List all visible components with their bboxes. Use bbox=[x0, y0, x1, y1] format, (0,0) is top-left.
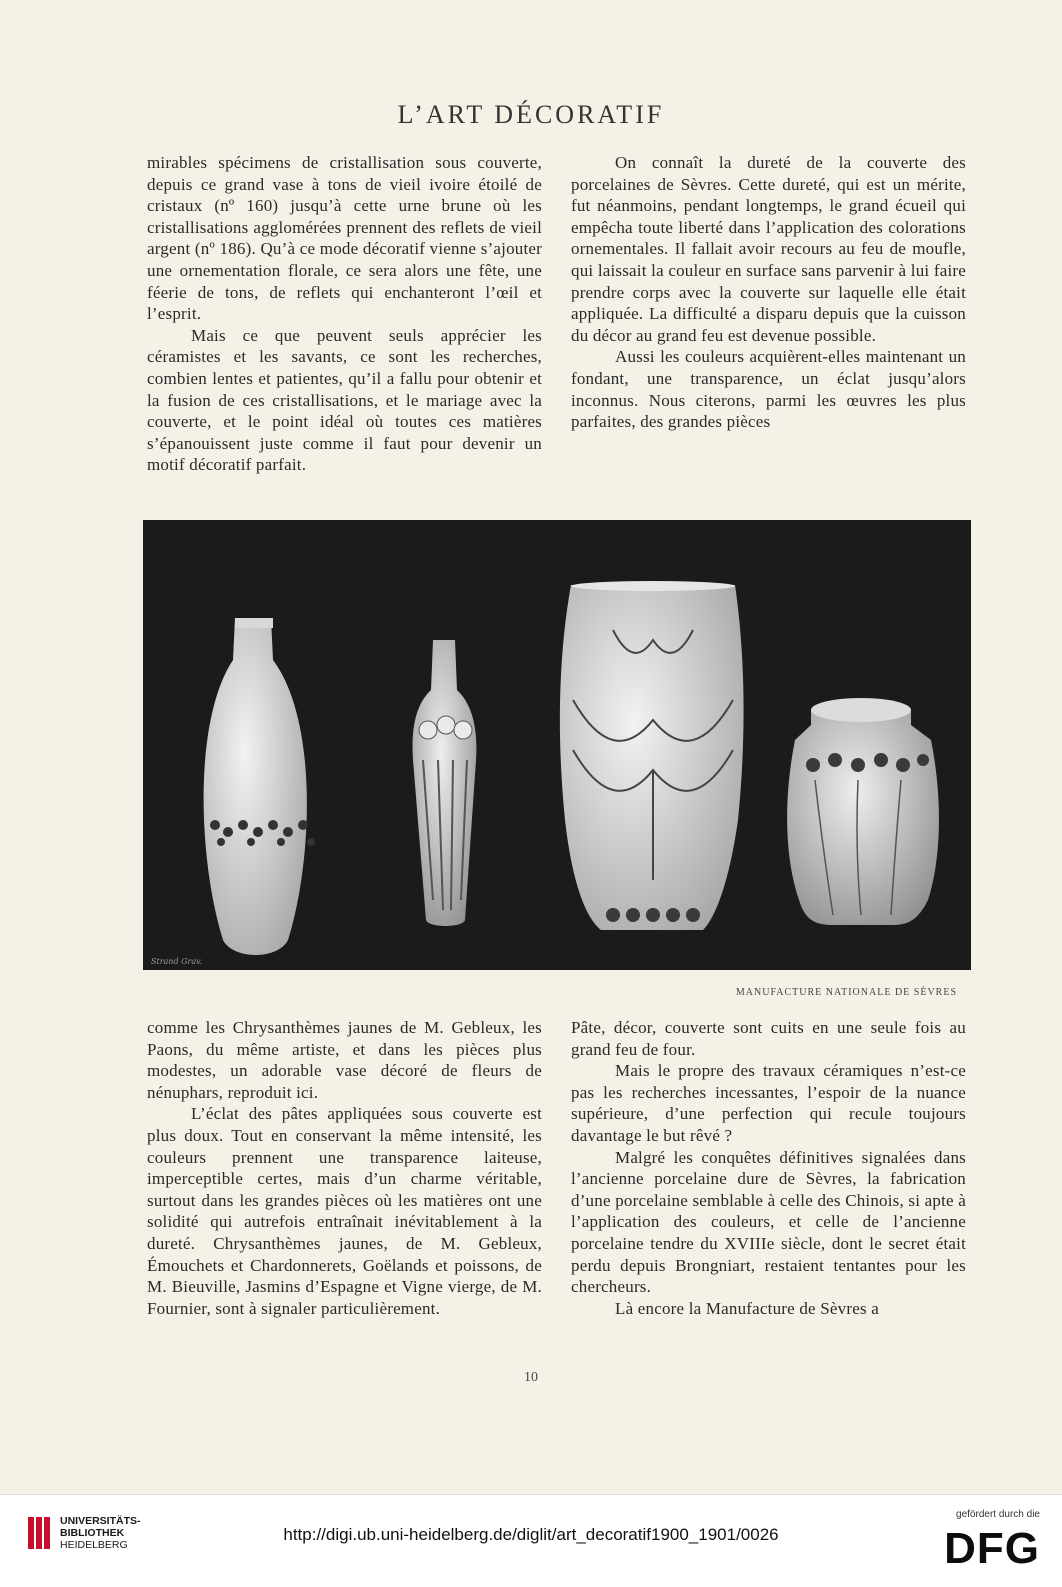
paragraph: Mais ce que peuvent seuls apprécier les céramistes et les savants, ce sont les recherches, combien lentes et patientes, qu’il a fallu pour obtenir et la fusion de ces cristallisations, et le mariage avec la couverte, et le point idéal où toutes ces matières s’épanouissent juste comme il faut pour devenir un motif décoratif parfait. bbox=[147, 325, 542, 475]
paragraph: On connaît la dureté de la couverte des porcelaines de Sèvres. Cette dureté, qui est un mérite, fut néanmoins, pendant longtemps, le grand écueil qui empêcha toute liberté dans l’application des colorations ornementales. Il fallait avoir recours au feu de moufle, qui laissait la couleur en surface sans parvenir à lui faire prendre corps avec la couverte sur laquelle elle était appliquée. La difficulté a disparu depuis que la cuisson du décor au grand feu est devenue possible. bbox=[571, 153, 966, 345]
plate-caption: MANUFACTURE NATIONALE DE SÈVRES bbox=[735, 987, 957, 998]
vase-4 bbox=[787, 698, 939, 925]
paragraph: mirables spécimens de cristallisation sous couverte, depuis ce grand vase à tons de vieil ivoire étoilé de cristaux (nº 160) jusqu’à cette urne brune où les cristallisations agglomérées prennent des reflets de vieil argent (nº 186). Qu’à ce mode décoratif vienne s’ajouter une ornementation florale, ce sera alors une fête, une féerie de tons, de reflets qui enchanteront l’œil et l’esprit. bbox=[147, 153, 542, 324]
vase-3 bbox=[560, 581, 744, 930]
paragraph: L’éclat des pâtes appliquées sous couverte est plus doux. Tout en conservant la même intensité, les couleurs prennent une transparence laiteuse, imperceptible certes, mais d’un charme véritable, surtout dans les grandes pièces où les matières ont une solidité qui autrefois entraînait inévitablement à la dureté. Chrysanthèmes jaunes, de M. Gebleux, Émouchets et Chardonnerets, Goëlands et poissons, de M. Bieuville, Jasmins d’Espagne et Vigne vierge, de M. Fournier, sont à signaler particulièrement. bbox=[147, 1104, 542, 1318]
text-column-top-left bbox=[147, 152, 542, 476]
paragraph: Mais le propre des travaux céramiques n’est-ce pas les recherches incessantes, l’espoir de la nuance supérieure, d’une perfection qui recule toujours davantage le but rêvé ? bbox=[571, 1061, 966, 1145]
paragraph: Là encore la Manufacture de Sèvres a bbox=[615, 1298, 879, 1318]
paragraph: Pâte, décor, couverte sont cuits en une seule fois au grand feu de four. bbox=[571, 1018, 966, 1059]
page-number: 10 bbox=[524, 1370, 538, 1385]
permalink[interactable]: http://digi.ub.uni-heidelberg.de/diglit/art_decoratif1900_1901/0026 bbox=[283, 1525, 779, 1544]
paragraph: Aussi les couleurs acquièrent-elles maintenant un fondant, une transparence, un éclat jusqu’alors inconnus. Nous citerons, parmi les œuvres les plus parfaites, des grandes pièces bbox=[571, 347, 966, 432]
sponsor-text: gefördert durch die bbox=[956, 1509, 1040, 1520]
library-name-line: BIBLIOTHEK bbox=[60, 1527, 125, 1539]
running-head: L’ART DÉCORATIF bbox=[397, 100, 665, 129]
library-name-line: UNIVERSITÄTS- bbox=[60, 1515, 141, 1527]
engraver-signature: Strand Grav. bbox=[151, 957, 203, 966]
text-column-bottom-right bbox=[571, 1017, 966, 1319]
paragraph: comme les Chrysanthèmes jaunes de M. Gebleux, les Paons, du même artiste, et dans les pièces plus modestes, un adorable vase décoré de fleurs de nénuphars, reproduit ici. bbox=[147, 1018, 542, 1102]
digitization-footer bbox=[0, 1494, 1062, 1587]
paragraph: Malgré les conquêtes définitives signalées dans l’ancienne porcelaine dure de Sèvres, la fabrication d’une porcelaine semblable à celle des Chinois, si apte à l’application des couleurs, et celle de l’ancienne porcelaine tendre du XVIIIe siècle, dont le secret était perdu depuis Brongniart, restaient tentantes pour les chercheurs. bbox=[571, 1147, 966, 1297]
vases-illustration bbox=[143, 520, 971, 970]
vase-1 bbox=[204, 618, 315, 955]
text-column-bottom-left bbox=[147, 1017, 542, 1319]
vase-2 bbox=[413, 640, 477, 926]
text-column-top-right bbox=[571, 152, 966, 433]
vases-photograph bbox=[143, 520, 971, 970]
dfg-logo: DFG bbox=[944, 1524, 1040, 1573]
library-name-line: HEIDELBERG bbox=[60, 1539, 128, 1551]
